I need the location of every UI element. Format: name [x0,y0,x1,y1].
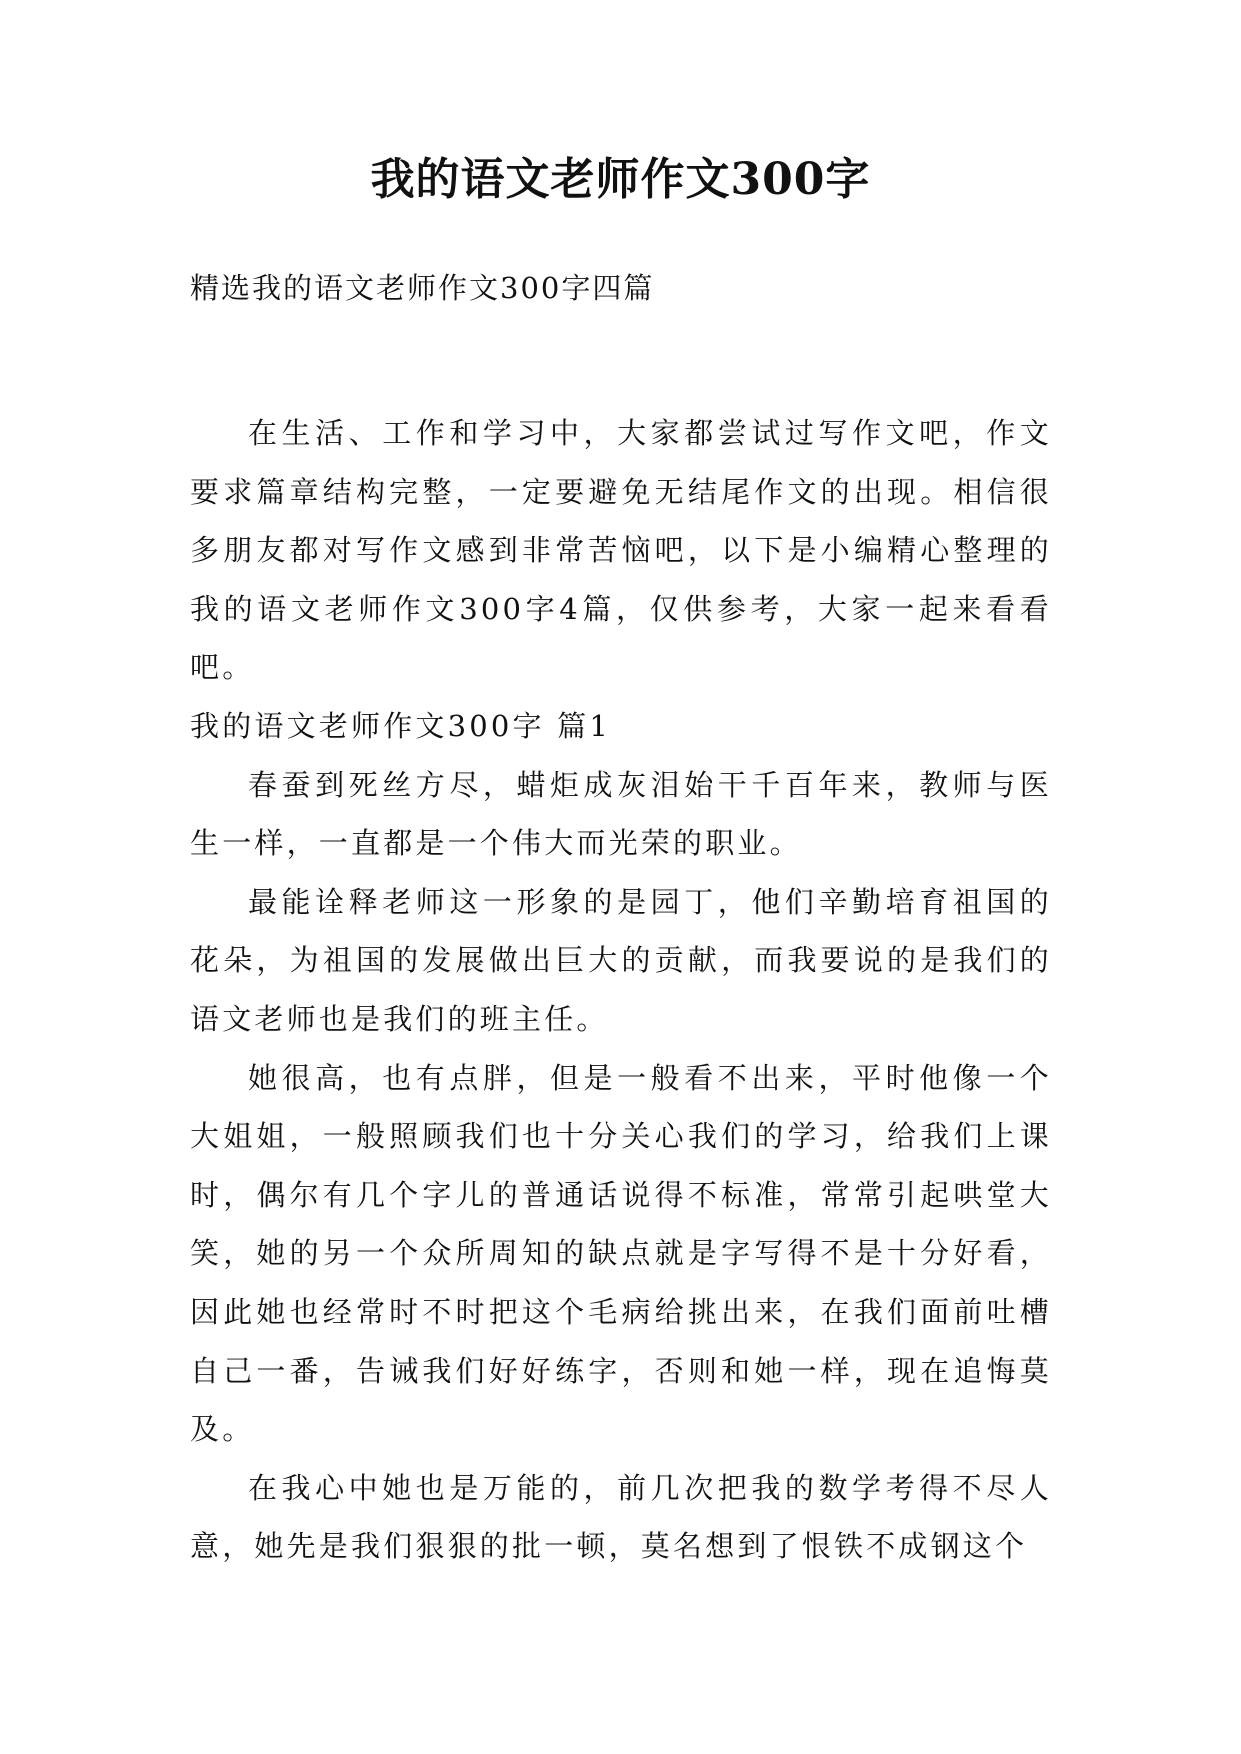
body-paragraph: 最能诠释老师这一形象的是园丁，他们辛勤培育祖国的花朵，为祖国的发展做出巨大的贡献，而我要说的是我们的语文老师也是我们的班主任。 [190,884,1052,1036]
intro-paragraph: 在生活、工作和学习中，大家都尝试过写作文吧，作文要求篇章结构完整，一定要避免无结尾作文的出现。相信很多朋友都对写作文感到非常苦恼吧，以下是小编精心整理的我的语文老师作文300字4篇，仅供参考，大家一起来看看吧。 [190,416,1052,685]
section-heading: 我的语文老师作文300字 篇1 [190,708,612,743]
body-paragraph: 春蚕到死丝方尽，蜡炬成灰泪始干千百年来，教师与医生一样，一直都是一个伟大而光荣的职业。 [190,767,1052,861]
body-paragraph: 在我心中她也是万能的，前几次把我的数学考得不尽人意，她先是我们狠狠的批一顿，莫名想到了恨铁不成钢这个 [190,1470,1052,1564]
body-paragraph: 她很高，也有点胖，但是一般看不出来，平时他像一个大姐姐，一般照顾我们也十分关心我们的学习，给我们上课时，偶尔有几个字儿的普通话说得不标准，常常引起哄堂大笑，她的另一个众所周知的缺点就是字写得不是十分好看，因此她也经常时不时把这个毛病给挑出来，在我们面前吐槽自己一番，告诫我们好好练字，否则和她一样，现在追悔莫及。 [190,1060,1052,1447]
document-body [190,404,1052,1576]
document-subtitle: 精选我的语文老师作文300字四篇 [190,271,655,305]
document-title: 我的语文老师作文300字 [370,154,871,205]
